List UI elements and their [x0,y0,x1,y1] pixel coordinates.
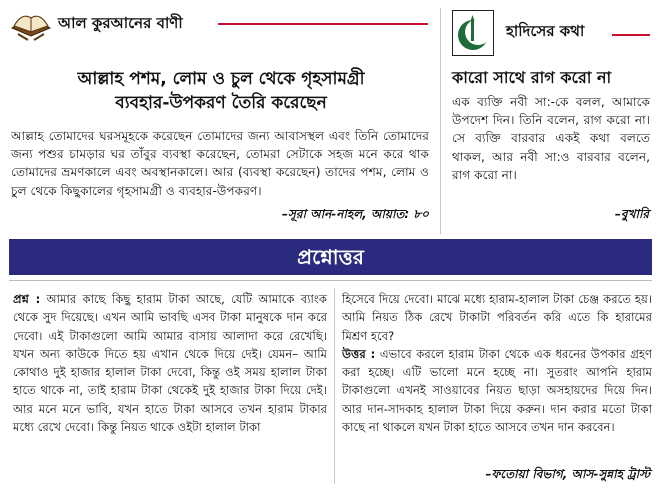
hadith-header-rule [612,34,650,36]
answer-text: এভাবে করলে হারাম টাকা থেকে এক ধরনের উপকার গ্রহণ করা হচ্ছে। এটি ভালো মনে হচ্ছে না। সুতরাং আপনি হারাম টাকাগুলো এখনই সাওয়াবের নিয়ত ছাড়া অসহায়দের দিয়ে দিন। আর দান-সাদকাহ হালাল টাকা দিয়ে করুন। দান করার মতো টাকা কাছে না থাকলে যখন টাকা হাতে আসবে তখন দান করবেন। [342,346,653,435]
question-text: আমার কাছে কিছু হারাম টাকা আছে, যেটি আমাকে ব্যাংক থেকে সুদ দিয়েছে। এখন আমি ভাবছি এসব টাকা মানুষকে দান করে দেবো। এই টাকাগুলো আমি আমার বাসায় আলাদা করে রেখেছি। যখন অন্য কাউকে দিতে হয় এখান থেকে দিয়ে দেই। যেমন– আমি কোথাও দুই হাজার হালাল টাকা দেবো, কিন্তু ওই সময় হালাল টাকা হাতে থাকে না, তাই হারাম টাকা থেকেই দুই হাজার টাকা দিয়ে দেই। আর মনে মনে ভাবি, যখন হাতে টাকা আসবে তখন হারাম টাকার মধ্যে রেখে দেবো। কিন্তু নিয়ত থাকে ওইটা হালাল টাকা [13,292,328,435]
answer-label: উত্তর : [342,346,376,361]
qa-question-block [13,290,327,436]
hadith-citation: –বুখারি [614,207,649,221]
qa-citation: –ফতোয়া বিভাগ, আস-সুন্নাহ ট্রাস্ট [485,467,650,481]
quran-headline [14,67,428,115]
answer-block [342,345,652,436]
hadith-section-title: হাদিসের কথা [506,22,585,40]
open-quran-on-stand-icon [8,6,54,42]
column-divider [440,8,441,234]
hadith-headline: কারো সাথে রাগ করো না [452,68,612,87]
quran-section-title: আল কুরআনের বাণী [58,14,183,32]
question-label: প্রশ্ন : [13,292,41,306]
quran-headline-line1: আল্লাহ পশম, লোম ও চুল থেকে গৃহসামগ্রী [77,69,365,89]
quran-header-rule [218,23,428,25]
qa-banner [9,239,652,275]
qa-column-divider [334,288,335,484]
mosque-crescent-logo-icon [452,10,494,56]
quran-headline-line2: ব্যবহার-উপকরণ তৈরি করেছেন [115,93,327,113]
qa-right-column [342,290,652,436]
quran-citation: –সূরা আন-নাহল, আয়াত: ৮০ [281,207,429,221]
hadith-text: এক ব্যক্তি নবী সা:-কে বলল, আমাকে উপদেশ দিন। তিনি বলেন, রাগ করো না। সে ব্যক্তি বারবার একই কথা বলতে থাকল, আর নবী সা:ও বারবার বলেন, রাগ করো না। [452,95,650,182]
qa-banner-title: প্রশ্নোত্তর [297,245,364,269]
question-continued-text: হিসেবে দিয়ে দেবো। মাঝে মধ্যে হারাম-হালাল টাকা চেঞ্জ করতে হয়। আমি নিয়ত ঠিক রেখে টাকাটা পরিবর্তন করি এতে কি হারামের মিশ্রণ হবে? [342,292,652,343]
quran-verse-text: আল্লাহ তোমাদের ঘরসমূহকে করেছেন তোমাদের জন্য আবাসস্থল এবং তিনি তোমাদের জন্য পশুর চামড়ার ঘর তাঁবুর ব্যবস্থা করেছেন, তোমরা সেটাকে সহজ মনে করে থাক তোমাদের ভ্রমণকালে এবং অবস্থানকালে। আর (ব্যবস্থা করেছেন) তাদের পশম, লোম ও চুল থেকে কিছুকালের গৃহসামগ্রী ও ব্যবহার-উপকরণ। [11,129,429,198]
qa-top-rule [9,280,652,281]
